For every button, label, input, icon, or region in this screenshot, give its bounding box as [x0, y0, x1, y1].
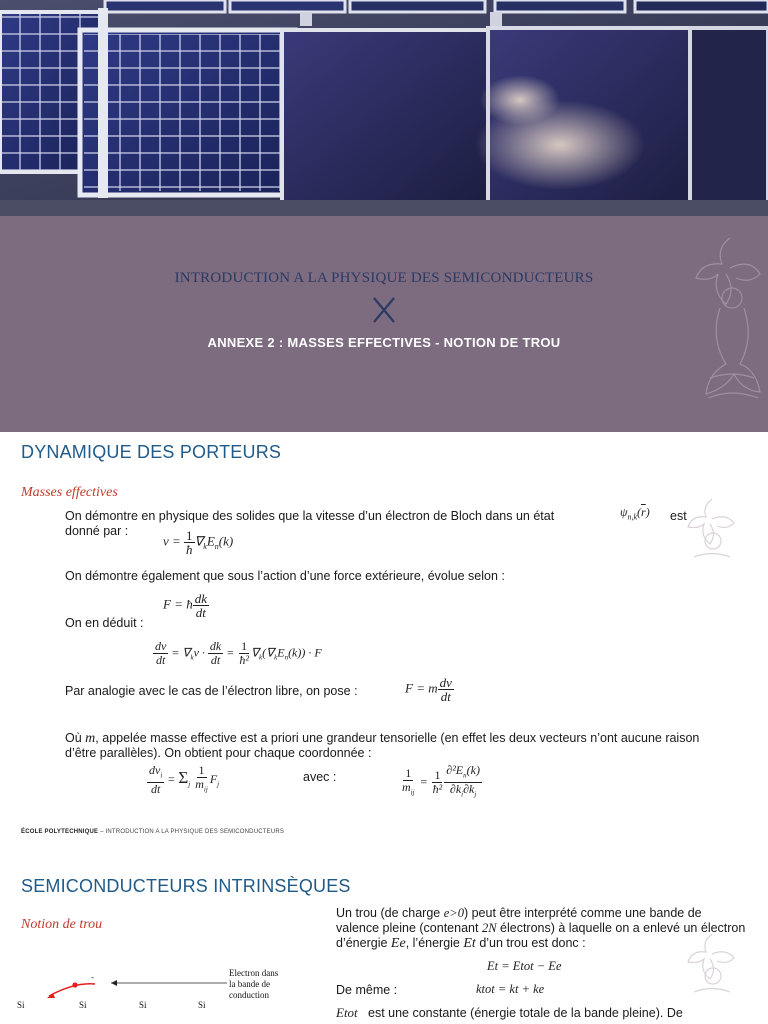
atom-si-4: Si — [198, 1000, 206, 1010]
hole-diagram — [15, 960, 325, 1024]
slide1-subheading: Masses effectives — [21, 485, 118, 500]
bloch-state-psi: $\psi_{n,k}(\overline{r})$ — [620, 505, 650, 522]
ecole-emblem-watermark-small — [684, 495, 740, 567]
de-meme-label: De même : — [336, 983, 398, 997]
conduction-label-line2: la bande de — [229, 979, 270, 989]
conduction-label-line3: conduction — [229, 990, 269, 1000]
slide1-paragraph-1-end: est — [670, 509, 687, 523]
annex-subtitle: ANNEXE 2 : MASSES EFFECTIVES - NOTION DE TROU — [207, 335, 561, 350]
slide2-heading: SEMICONDUCTEURS INTRINSÈQUES — [21, 876, 351, 896]
slide1-heading: DYNAMIQUE DES PORTEURS — [21, 442, 282, 462]
slide1-paragraph-5: Où m, appelée masse effective est a priori une grandeur tensorielle (en effet les deux vecteurs n’ont aucune raison d’être parallèles). On obtient pour chaque coordonnée : — [65, 731, 700, 760]
slide1-footer: ÉCOLE POLYTECHNIQUE – INTRODUCTION A LA PHYSIQUE DES SEMICONDUCTEURS — [21, 829, 285, 835]
presentation-title: INTRODUCTION A LA PHYSIQUE DES SEMICONDUCTEURS — [174, 270, 594, 286]
equation-component: $\frac{dv_i}{dt}$ = $\Sigma_j$ $\frac{1}{m_{ij}}$ $F_j$ — [149, 763, 220, 797]
slide2-paragraph-last: est une constante (énergie totale de la bande pleine). De — [368, 1006, 683, 1020]
slide1-paragraph-1-line2: donné par : — [65, 524, 129, 538]
avec-label: avec : — [303, 770, 337, 784]
conduction-label-line1: Electron dans — [229, 968, 279, 978]
slide2-paragraph-1: Un trou (de charge e>0) peut être interprété comme une bande de valence pleine (contenant 2N électrons) à laquelle on a enlevé un électron d’énergie Ee, l’énergie Et d’un trou est donc : — [336, 906, 746, 951]
ecole-emblem-watermark — [690, 228, 768, 428]
atom-si-2: Si — [79, 1000, 87, 1010]
atom-si-1: Si — [17, 1000, 25, 1010]
equation-hole-wavevector: ktot = kt + ke — [476, 982, 545, 996]
slide2-subheading: Notion de trou — [21, 917, 103, 932]
electron-dot — [72, 982, 77, 987]
equation-velocity: v = $\frac{1}{ħ}$ $\nabla_kE_n(k)$ — [163, 528, 234, 557]
slide1-paragraph-3: On en déduit : — [65, 616, 144, 630]
svg-text:-: - — [91, 972, 94, 982]
slide1-paragraph-1: On démontre en physique des solides que la vitesse d’un électron de Bloch dans un état — [65, 509, 555, 523]
slide1-paragraph-2: On démontre également que sous l’action d’une force extérieure, évolue selon : — [65, 569, 505, 583]
atom-si-3: Si — [139, 1000, 147, 1010]
equation-effective-mass: $\frac{1}{m_{ij}}$ = $\frac{1}{\text{ħ²}}$ $\frac{\partial^2E_n(k)}{\partial k_i\partial k_j}$ — [402, 763, 480, 799]
equation-newton: F = m $\frac{dv}{dt}$ — [405, 675, 452, 704]
equation-acceleration: $\frac{dv}{dt}$ = $\nabla_kv$ · $\frac{dk}{dt}$ = $\frac{1}{\text{ħ²}}$ $\nabla_k(\nabla_kE_n(k)) \cdot F$ — [155, 639, 322, 667]
pointer-arrowhead — [111, 980, 117, 986]
header-photo-solar-panels — [0, 0, 768, 216]
slide1-paragraph-4: Par analogie avec le cas de l’électron libre, on pose : — [65, 684, 358, 698]
etot-symbol: Etot — [336, 1005, 358, 1020]
equation-force: F = ħ $\frac{dk}{dt}$ — [163, 591, 207, 620]
equation-hole-energy: Et = Etot − Ee — [487, 959, 562, 973]
polytechnique-x-logo — [366, 292, 402, 328]
electron-path-curve — [49, 984, 95, 996]
